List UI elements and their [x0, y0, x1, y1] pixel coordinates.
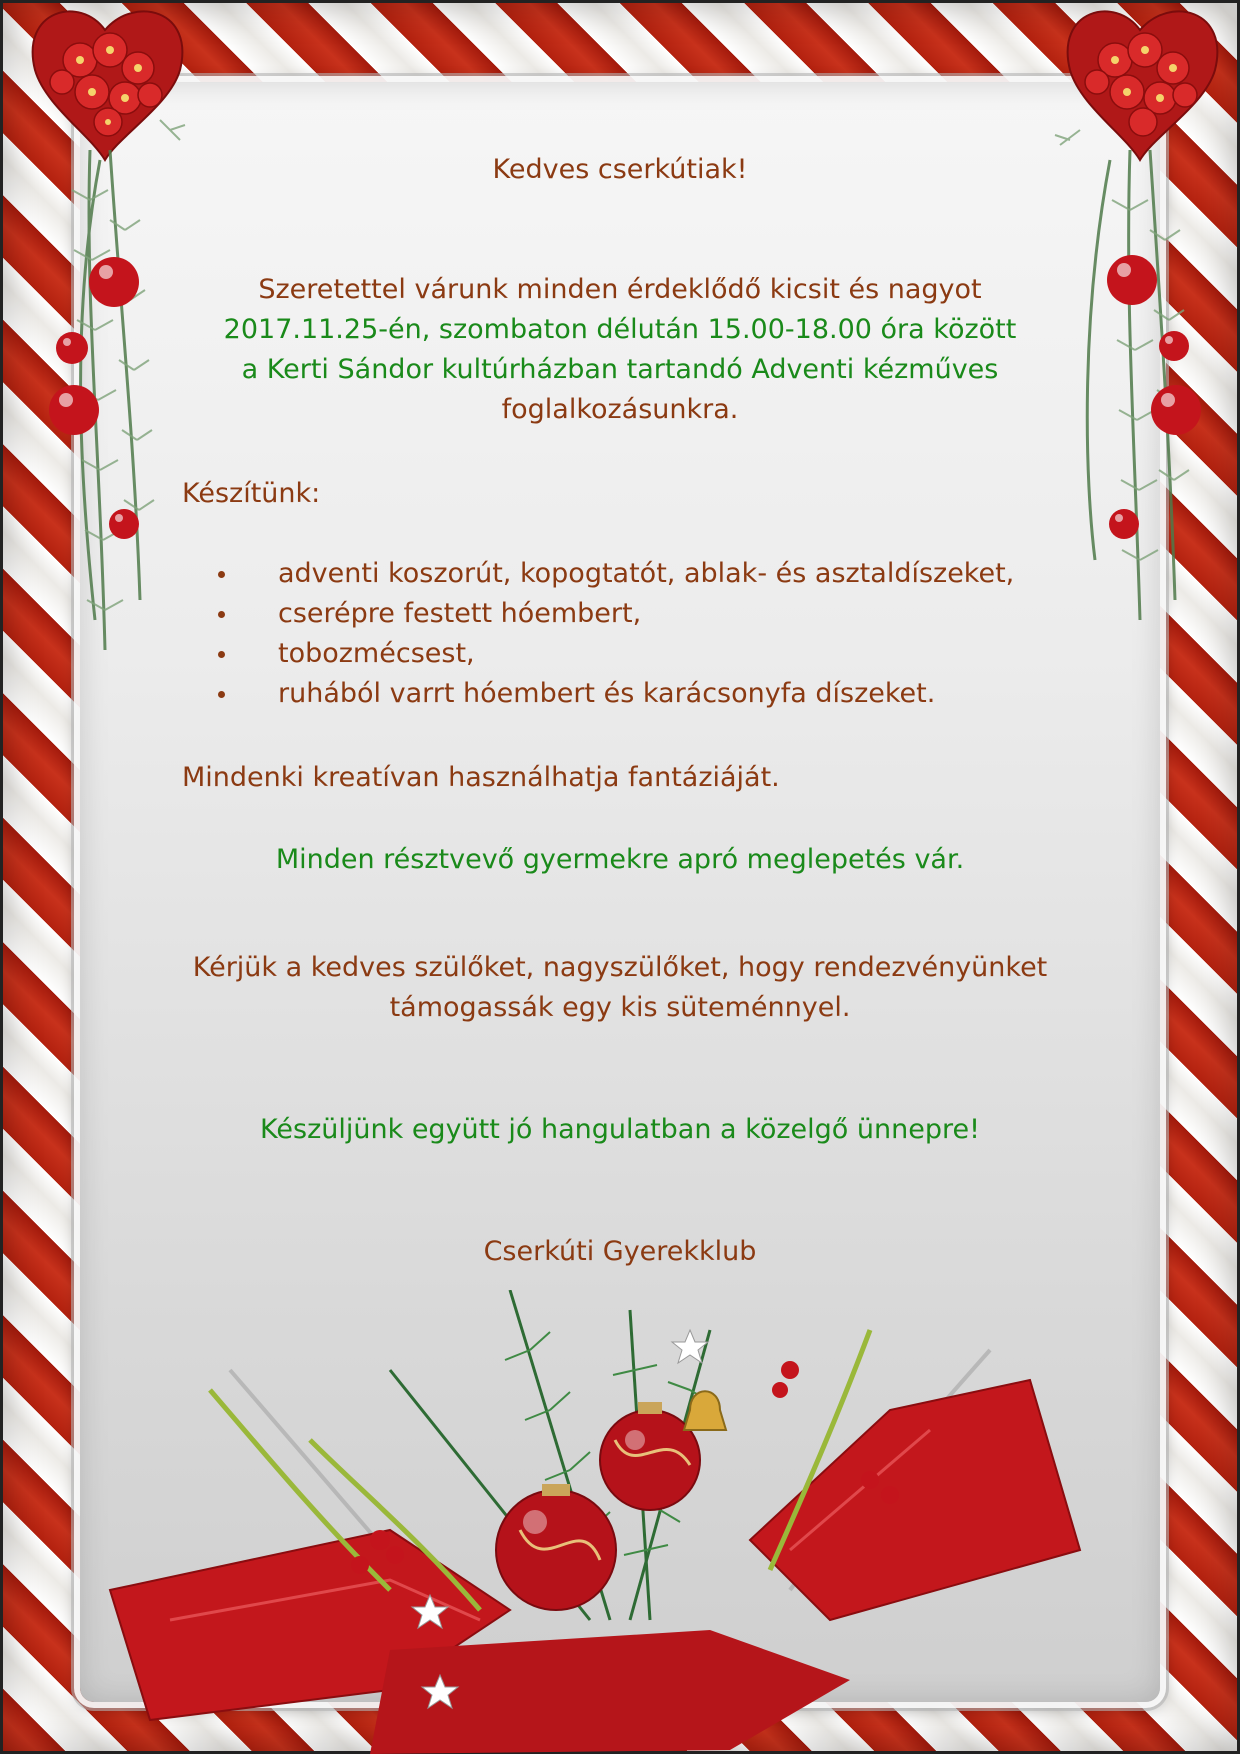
request-line-2: támogassák egy kis süteménnyel.: [389, 992, 851, 1023]
invitation-line-1: Szeretettel várunk minden érdeklődő kicsit és nagyot: [258, 274, 982, 305]
surprise-text: Minden résztvevő gyermekre apró meglepetés vár.: [275, 844, 965, 875]
making-heading: Készítünk:: [182, 478, 321, 509]
list-item: tobozmécsest,: [210, 634, 1014, 674]
closing-text: Készüljünk együtt jó hangulatban a közelgő ünnepre!: [260, 1114, 980, 1145]
invitation-line-4: foglalkozásunkra.: [501, 394, 739, 425]
invitation-line-3: a Kerti Sándor kultúrházban tartandó Adventi kézműves: [241, 354, 999, 385]
items-list: [210, 554, 1014, 714]
bullet-icon: [218, 571, 225, 578]
bottom-christmas-arrangement: [90, 1290, 1150, 1754]
bullet-icon: [218, 611, 225, 618]
list-item: ruhából varrt hóembert és karácsonyfa díszeket.: [210, 674, 1014, 714]
bullet-icon: [218, 691, 225, 698]
creativity-text: Mindenki kreatívan használhatja fantáziáját.: [182, 762, 780, 793]
list-item: cserépre festett hóembert,: [210, 594, 1014, 634]
greeting-heading: Kedves cserkútiak!: [492, 154, 748, 185]
bullet-icon: [218, 651, 225, 658]
signature: Cserkúti Gyerekklub: [483, 1236, 757, 1267]
list-item: adventi koszorút, kopogtatót, ablak- és asztaldíszeket,: [210, 554, 1014, 594]
invitation-line-2: 2017.11.25-én, szombaton délután 15.00-18.00 óra között: [223, 314, 1017, 345]
request-line-1: Kérjük a kedves szülőket, nagyszülőket, hogy rendezvényünket: [192, 952, 1048, 983]
